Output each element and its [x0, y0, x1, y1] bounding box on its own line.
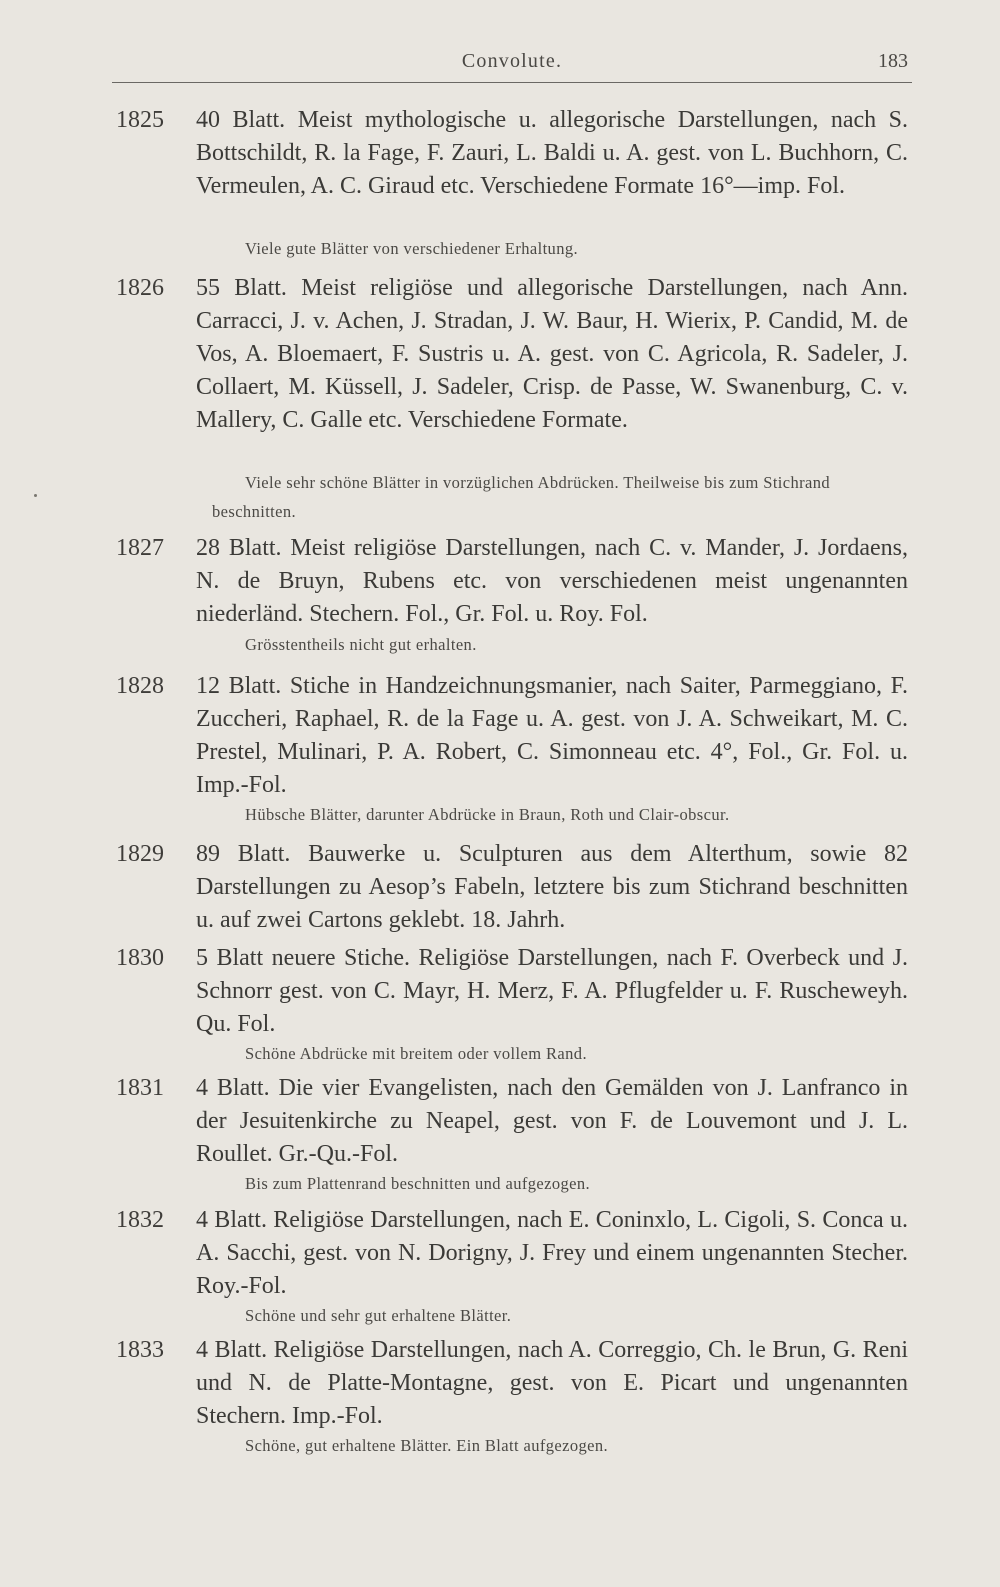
lot-description: 4 Blatt. Religiöse Darstellungen, nach E. Coninxlo, L. Cigoli, S. Conca u. A. Sacchi, gest. von N. Dorigny, J. Frey und einem ungenannten Stecher. Roy.-Fol. — [196, 1207, 908, 1299]
page-number: 183 — [878, 50, 908, 72]
lot-description: 28 Blatt. Meist religiöse Darstellungen, nach C. v. Mander, J. Jordaens, N. de Bruyn, Rubens etc. von verschiedenen meist ungenannten niederländ. Stechern. Fol., Gr. Fol. u. Roy. Fol. — [196, 535, 908, 627]
lot-number: 1825 — [116, 107, 164, 133]
condition-note: Schöne und sehr gut erhaltene Blätter. — [245, 1306, 512, 1325]
running-head-title: Convolute. — [461, 50, 563, 72]
condition-note: Schöne, gut erhaltene Blätter. Ein Blatt aufgezogen. — [245, 1436, 609, 1455]
condition-note: Hübsche Blätter, darunter Abdrücke in Braun, Roth und Clair-obscur. — [245, 805, 730, 824]
lot-description: 89 Blatt. Bauwerke u. Sculpturen aus dem Alterthum, sowie 82 Darstellungen zu Aesop’s Fabeln, letztere bis zum Stichrand beschnitten u. auf zwei Cartons geklebt. 18. Jahrh. — [196, 841, 908, 933]
lot-description: 55 Blatt. Meist religiöse und allegorische Darstellungen, nach Ann. Carracci, J. v. Achen, J. Stradan, J. W. Baur, H. Wierix, P. Candid, M. de Vos, A. Bloemaert, F. Sustris u. A. gest. von C. Agricola, R. Sadeler, J. Collaert, M. Küssell, J. Sadeler, Crisp. de Passe, W. Swanenburg, C. v. Mallery, C. Galle etc. Verschiedene Formate. — [196, 275, 908, 433]
condition-note: Bis zum Plattenrand beschnitten und aufgezogen. — [245, 1174, 591, 1193]
condition-note: Viele sehr schöne Blätter in vorzüglichen Abdrücken. Theilweise bis zum Stichrand beschnitten. — [212, 473, 831, 521]
condition-note: Grösstentheils nicht gut erhalten. — [245, 635, 477, 654]
header-rule — [112, 82, 912, 83]
lot-description: 40 Blatt. Meist mythologische u. allegorische Darstellungen, nach S. Bottschildt, R. la Fage, F. Zauri, L. Baldi u. A. gest. von L. Buchhorn, C. Vermeulen, A. C. Giraud etc. Verschiedene Formate 16°—imp. Fol. — [196, 107, 908, 199]
lot-number: 1829 — [116, 841, 164, 867]
lot-number: 1826 — [116, 275, 164, 301]
lot-number: 1830 — [116, 945, 164, 971]
lot-number: 1832 — [116, 1207, 164, 1233]
condition-note: Viele gute Blätter von verschiedener Erhaltung. — [245, 239, 579, 258]
lot-description: 12 Blatt. Stiche in Handzeichnungsmanier, nach Saiter, Parmeggiano, F. Zuccheri, Raphael, R. de la Fage u. A. gest. von J. A. Schweikart, M. C. Prestel, Mulinari, P. A. Robert, C. Simonneau etc. 4°, Fol., Gr. Fol. u. Imp.-Fol. — [196, 673, 908, 798]
lot-description: 5 Blatt neuere Stiche. Religiöse Darstellungen, nach F. Overbeck und J. Schnorr gest. von C. Mayr, H. Merz, F. A. Pflugfelder u. F. Ruscheweyh. Qu. Fol. — [196, 945, 908, 1037]
lot-number: 1831 — [116, 1075, 164, 1101]
lot-number: 1828 — [116, 673, 164, 699]
lot-number: 1833 — [116, 1337, 164, 1363]
lot-number: 1827 — [116, 535, 164, 561]
condition-note: Schöne Abdrücke mit breitem oder vollem Rand. — [245, 1044, 587, 1063]
paper-speck — [34, 494, 37, 497]
lot-description: 4 Blatt. Religiöse Darstellungen, nach A. Correggio, Ch. le Brun, G. Reni und N. de Platte-Montagne, gest. von E. Picart und ungenannten Stechern. Imp.-Fol. — [196, 1337, 908, 1429]
running-head — [112, 46, 912, 82]
lot-description: 4 Blatt. Die vier Evangelisten, nach den Gemälden von J. Lanfranco in der Jesuitenkirche zu Neapel, gest. von F. de Louvemont und J. L. Roullet. Gr.-Qu.-Fol. — [196, 1075, 908, 1167]
